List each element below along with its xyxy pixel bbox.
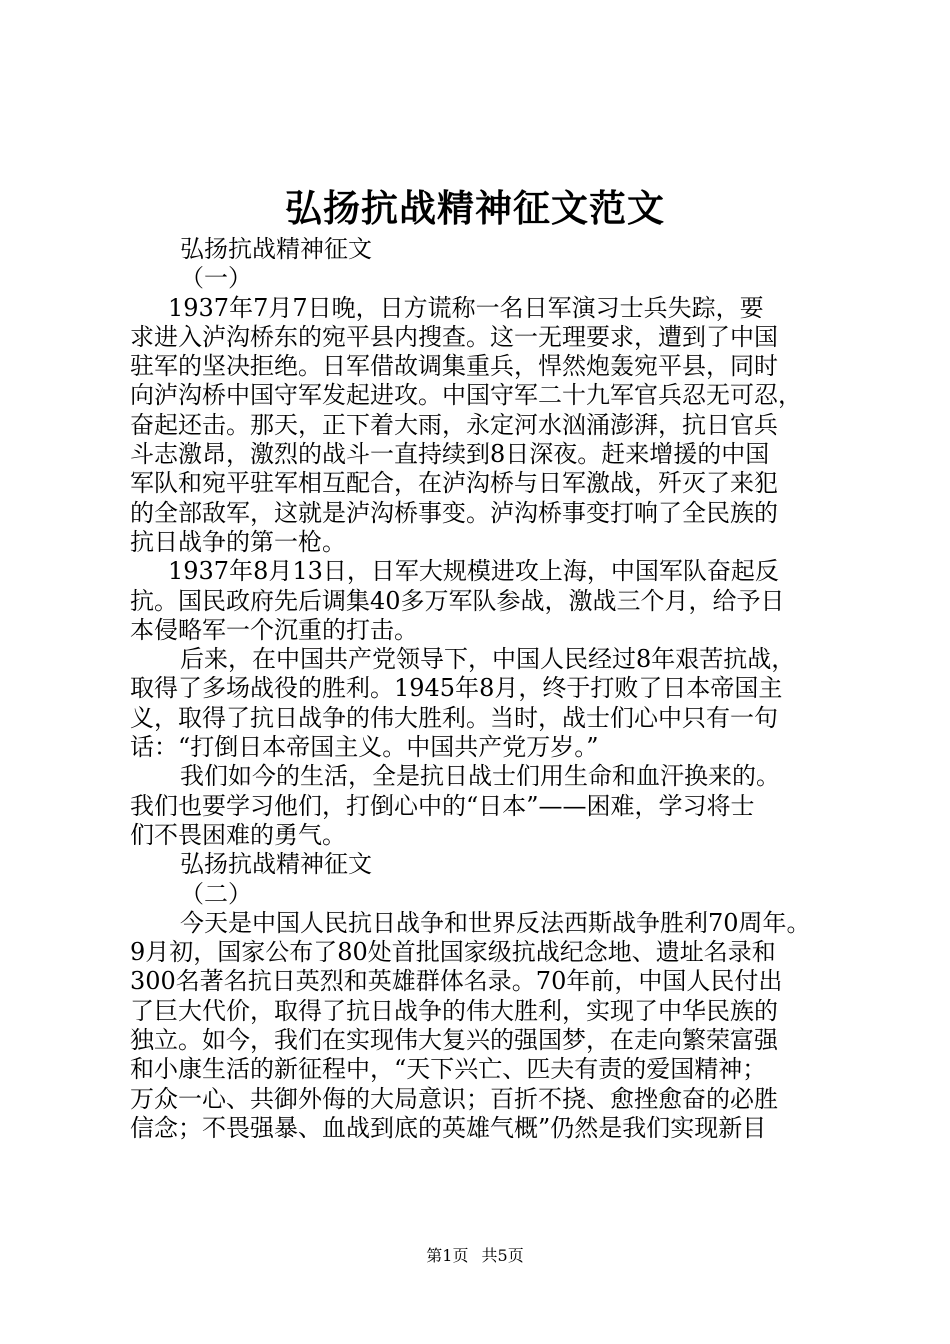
text-line: 300名著名抗日英烈和英雄群体名录。70年前，中国人民付出: [130, 967, 783, 996]
text-line: 们不畏困难的勇气。: [130, 820, 346, 849]
text-line: 军队和宛平驻军相互配合，在泸沟桥与日军激战，歼灭了来犯: [130, 469, 778, 498]
text-line: 求进入泸沟桥东的宛平县内搜查。这一无理要求，遭到了中国: [130, 322, 778, 351]
text-line: 驻军的坚决拒绝。日军借故调集重兵，悍然炮轰宛平县，同时: [130, 352, 778, 381]
text-line: 了巨大代价，取得了抗日战争的伟大胜利，实现了中华民族的: [130, 996, 778, 1025]
text-line: 奋起还击。那天，正下着大雨，永定河水汹涌澎湃，抗日官兵: [130, 410, 778, 439]
text-line: 抗。国民政府先后调集40多万军队参战，激战三个月，给予日: [130, 586, 785, 615]
text-line: 和小康生活的新征程中，“天下兴亡、匹夫有责的爱国精神；: [130, 1055, 767, 1084]
text-line: 万众一心、共御外侮的大局意识；百折不挠、愈挫愈奋的必胜: [130, 1084, 778, 1113]
page-footer: [0, 1245, 950, 1267]
text-line: 信念；不畏强暴、血战到底的英雄气概”仍然是我们实现新目: [130, 1113, 767, 1142]
text-line: 我们也要学习他们，打倒心中的“日本”——困难，学习将士: [130, 791, 755, 820]
text-line: 向泸沟桥中国守军发起进攻。中国守军二十九军官兵忍无可忍，: [130, 381, 802, 410]
text-line: 弘扬抗战精神征文: [180, 850, 372, 879]
text-line: 我们如今的生活，全是抗日战士们用生命和血汗换来的。: [180, 762, 780, 791]
text-line: 话：“打倒日本帝国主义。中国共产党万岁。”: [130, 733, 599, 762]
text-line: 今天是中国人民抗日战争和世界反法西斯战争胜利70周年。: [180, 908, 811, 937]
document-body: [130, 235, 830, 1143]
page-total: 共5页: [481, 1246, 524, 1265]
text-line: （二）: [180, 879, 252, 908]
text-line: 斗志激昂，激烈的战斗一直持续到8日深夜。赶来增援的中国: [130, 440, 770, 469]
text-line: 独立。如今，我们在实现伟大复兴的强国梦，在走向繁荣富强: [130, 1026, 778, 1055]
text-line: 义，取得了抗日战争的伟大胜利。当时，战士们心中只有一句: [130, 703, 778, 732]
text-line: 抗日战争的第一枪。: [130, 527, 346, 556]
page-title: 弘扬抗战精神征文范文: [285, 186, 665, 230]
text-line: 后来，在中国共产党领导下，中国人民经过8年艰苦抗战，: [180, 645, 796, 674]
text-line: 1937年7月7日晚，日方谎称一名日军演习士兵失踪，要: [168, 293, 764, 322]
text-line: 弘扬抗战精神征文: [180, 235, 372, 263]
text-line: 9月初，国家公布了80处首批国家级抗战纪念地、遗址名录和: [130, 938, 776, 967]
text-line: （一）: [180, 264, 252, 293]
text-line: 取得了多场战役的胜利。1945年8月，终于打败了日本帝国主: [130, 674, 783, 703]
page-number: 第1页: [426, 1246, 469, 1265]
text-line: 本侵略军一个沉重的打击。: [130, 615, 418, 644]
text-line: 的全部敌军，这就是泸沟桥事变。泸沟桥事变打响了全民族的: [130, 498, 778, 527]
text-line: 1937年8月13日，日军大规模进攻上海，中国军队奋起反: [168, 557, 779, 586]
